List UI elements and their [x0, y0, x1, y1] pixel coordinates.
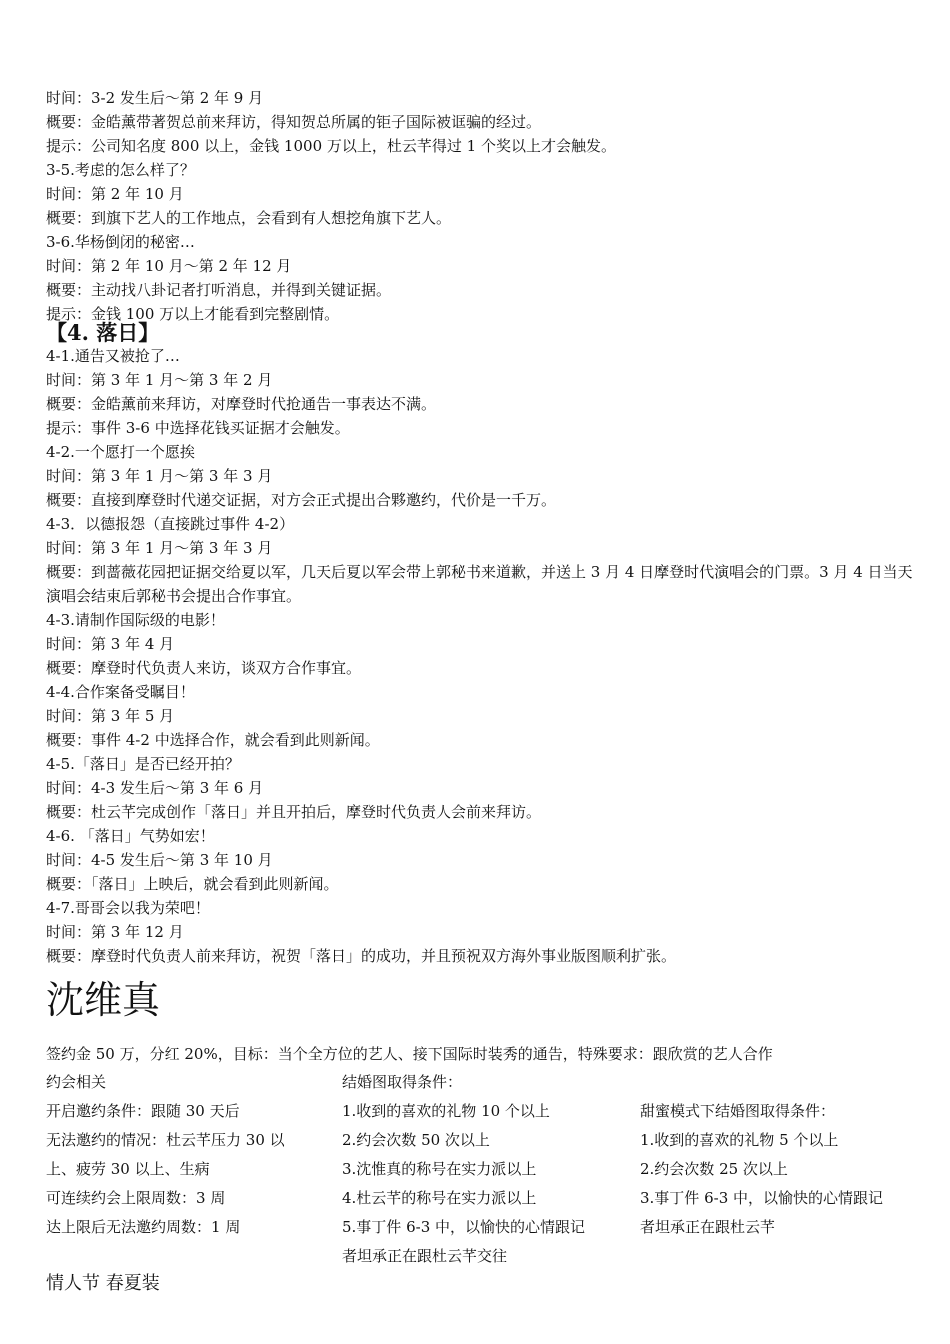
- text-line: 时间：第 3 年 1 月～第 3 年 2 月: [46, 371, 273, 389]
- wedding-conditions-column: [342, 1068, 612, 1271]
- column-line: 4.杜云芊的称号在实力派以上: [342, 1189, 537, 1207]
- text-line: 概要：「落日」上映后，就会看到此则新闻。: [46, 875, 339, 893]
- column-line: 1.收到的喜欢的礼物 5 个以上: [640, 1131, 839, 1149]
- column-line: 甜蜜模式下结婚图取得条件：: [640, 1102, 836, 1120]
- dating-column: [46, 1068, 316, 1242]
- text-line: 提示：公司知名度 800 以上，金钱 1000 万以上，杜云芊得过 1 个奖以上才会触发。: [46, 137, 616, 155]
- event-heading: 3-5.考虑的怎么样了？: [46, 161, 195, 179]
- text-line: 时间：第 3 年 1 月～第 3 年 3 月: [46, 539, 273, 557]
- text-line: 概要：事件 4-2 中选择合作，就会看到此则新闻。: [46, 731, 380, 749]
- text-line: 时间：第 3 年 4 月: [46, 635, 175, 653]
- text-line: 时间：4-3 发生后～第 3 年 6 月: [46, 779, 264, 797]
- column-line: 2.约会次数 25 次以上: [640, 1160, 788, 1178]
- character-name-heading: 沈维真: [46, 978, 161, 1022]
- column-line: 无法邀约的情况：杜云芊压力 30 以: [46, 1131, 285, 1149]
- column-line: 5.事丁件 6-3 中，以愉快的心情跟记: [342, 1218, 586, 1236]
- column-line: 结婚图取得条件：: [342, 1073, 463, 1091]
- text-line: 时间：第 3 年 1 月～第 3 年 3 月: [46, 467, 273, 485]
- column-line: 约会相关: [46, 1073, 107, 1091]
- column-line: 达上限后无法邀约周数：1 周: [46, 1218, 241, 1236]
- event-heading: 4-3．以德报怨（直接跳过事件 4-2）: [46, 515, 295, 533]
- event-heading: 4-2.一个愿打一个愿挨: [46, 443, 195, 461]
- column-line: 3.事丁件 6-3 中，以愉快的心情跟记: [640, 1189, 884, 1207]
- column-line: 开启邀约条件：跟随 30 天后: [46, 1102, 240, 1120]
- text-line: 时间：第 3 年 5 月: [46, 707, 175, 725]
- text-line: 提示：事件 3-6 中选择花钱买证据才会触发。: [46, 419, 350, 437]
- text-line: 时间：第 3 年 12 月: [46, 923, 184, 941]
- text-line: 提示：金钱 100 万以上才能看到完整剧情。: [46, 305, 340, 323]
- contract-line: 签约金 50 万，分红 20%，目标：当个全方位的艺人、接下国际时装秀的通告，特殊要求：跟欣赏的艺人合作: [46, 1045, 773, 1063]
- column-line: 者坦承正在跟杜云芊交往: [342, 1247, 508, 1265]
- text-line: 时间：第 2 年 10 月: [46, 185, 184, 203]
- event-heading: 4-6. 「落日」气势如宏！: [46, 827, 215, 845]
- text-line: 概要：摩登时代负责人来访，谈双方合作事宜。: [46, 659, 362, 677]
- text-line: 概要：杜云芊完成创作「落日」并且开拍后，摩登时代负责人会前来拜访。: [46, 803, 542, 821]
- document-page: [46, 86, 916, 1296]
- text-line: 概要：金皓薰带著贺总前来拜访，得知贺总所属的钜子国际被诓骗的经过。: [46, 113, 542, 131]
- column-line: 可连续约会上限周数：3 周: [46, 1189, 226, 1207]
- text-line: 概要：摩登时代负责人前来拜访，祝贺「落日」的成功，并且预祝双方海外事业版图顺利扩张。: [46, 947, 677, 965]
- event-heading: 4-7.哥哥会以我为荣吧！: [46, 899, 210, 917]
- column-line: 1.收到的喜欢的礼物 10 个以上: [342, 1102, 550, 1120]
- event-heading: 4-4.合作案备受瞩目！: [46, 683, 195, 701]
- footer-line: 情人节 春夏装: [46, 1273, 160, 1294]
- column-line: 2.约会次数 50 次以上: [342, 1131, 490, 1149]
- column-line: 者坦承正在跟杜云芊: [640, 1218, 776, 1236]
- text-line: 时间：第 2 年 10 月～第 2 年 12 月: [46, 257, 292, 275]
- text-line: 概要：直接到摩登时代递交证据，对方会正式提出合夥邀约，代价是一千万。: [46, 491, 557, 509]
- event-heading: 4-3.请制作国际级的电影！: [46, 611, 225, 629]
- text-line: 概要：到旗下艺人的工作地点，会看到有人想挖角旗下艺人。: [46, 209, 452, 227]
- text-line: 时间：4-5 发生后～第 3 年 10 月: [46, 851, 273, 869]
- event-heading: 4-1.通告又被抢了…: [46, 347, 180, 365]
- text-line: 概要：金皓薰前来拜访，对摩登时代抢通告一事表达不满。: [46, 395, 437, 413]
- column-line: 上、疲劳 30 以上、生病: [46, 1160, 210, 1178]
- section4-title: 【4. 落日】: [46, 320, 160, 345]
- text-line: 概要：主动找八卦记者打听消息，并得到关键证据。: [46, 281, 392, 299]
- sweet-mode-column: [640, 1068, 920, 1242]
- section3-block: [46, 86, 916, 326]
- text-paragraph: 概要：到蔷薇花园把证据交给夏以军，几天后夏以军会带上郭秘书来道歉，并送上 3 月 4 日摩登时代演唱会的门票。3 月 4 日当天演唱会结束后郭秘书会提出合作事宜。: [46, 563, 913, 605]
- event-heading: 4-5.「落日」是否已经开拍？: [46, 755, 240, 773]
- text-line: 时间：3-2 发生后～第 2 年 9 月: [46, 89, 264, 107]
- conditions-columns: [46, 1068, 916, 1268]
- event-heading: 3-6.华杨倒闭的秘密…: [46, 233, 195, 251]
- column-line: 3.沈惟真的称号在实力派以上: [342, 1160, 537, 1178]
- section4-block: [46, 344, 916, 968]
- column-line: [640, 1068, 920, 1097]
